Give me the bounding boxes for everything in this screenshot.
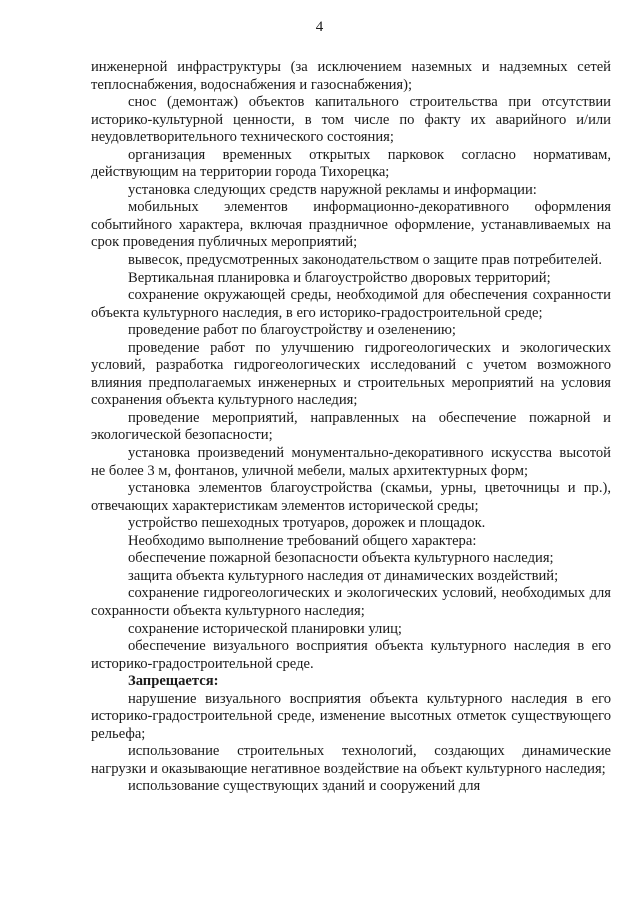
document-body [91, 59, 611, 796]
paragraph: сохранение окружающей среды, необходимой для обеспечения сохранности объекта культурного наследия, в его историко-градостроительной среде; [91, 287, 611, 321]
paragraph: организация временных открытых парковок согласно нормативам, действующим на территории города Тихорецка; [91, 146, 611, 181]
paragraph: проведение работ по благоустройству и озеленению; [128, 322, 456, 339]
paragraph: устройство пешеходных тротуаров, дорожек и площадок. [128, 515, 486, 532]
paragraph: инженерной инфраструктуры (за исключением наземных и надземных сетей теплоснабжения, водоснабжения и газоснабжения); [91, 59, 611, 93]
paragraph: сохранение исторической планировки улиц; [128, 620, 402, 637]
paragraph: проведение мероприятий, направленных на обеспечение пожарной и экологической безопасности; [91, 409, 611, 444]
paragraph: обеспечение пожарной безопасности объекта культурного наследия; [128, 550, 554, 567]
paragraph: нарушение визуального восприятия объекта культурного наследия в его историко-градостроительной среде, изменение высотных отметок существующего рельефа; [91, 690, 611, 742]
paragraph: снос (демонтаж) объектов капитального строительства при отсутствии историко-культурной ценности, в том числе по факту их аварийного и/или неудовлетворительного технического состояния; [91, 94, 611, 146]
paragraph: установка элементов благоустройства (скамьи, урны, цветочницы и пр.), отвечающих характеристикам элементов исторической среды; [91, 480, 611, 514]
paragraph: установка следующих средств наружной рекламы и информации: [128, 181, 537, 198]
paragraph: установка произведений монументально-декоративного искусства высотой не более 3 м, фонтанов, уличной мебели, малых архитектурных форм; [91, 445, 611, 479]
paragraph: защита объекта культурного наследия от динамических воздействий; [128, 567, 559, 584]
page-number: 4 [315, 19, 324, 35]
paragraph: мобильных элементов информационно-декоративного оформления событийного характера, включая праздничное оформление, устанавливаемых на срок проведения публичных мероприятий; [91, 199, 611, 251]
paragraph: использование строительных технологий, создающих динамические нагрузки и оказывающие негативное воздействие на объект культурного наследия; [91, 743, 611, 777]
section-heading: Запрещается: [128, 673, 219, 690]
paragraph: вывесок, предусмотренных законодательством о защите прав потребителей. [128, 252, 602, 269]
paragraph: обеспечение визуального восприятия объекта культурного наследия в его историко-градостроительной среде. [91, 638, 611, 672]
paragraph: Необходимо выполнение требований общего характера: [128, 532, 477, 549]
paragraph: использование существующих зданий и сооружений для [128, 778, 481, 795]
paragraph: Вертикальная планировка и благоустройство дворовых территорий; [128, 269, 551, 286]
paragraph: сохранение гидрогеологических и экологических условий, необходимых для сохранности объекта культурного наследия; [91, 585, 611, 619]
paragraph: проведение работ по улучшению гидрогеологических и экологических условий, разработка гидрогеологических исследований с учетом возможного влияния предполагаемых инженерных и строительных мероприятий на условия сохранения объекта культурного наследия; [91, 339, 611, 409]
